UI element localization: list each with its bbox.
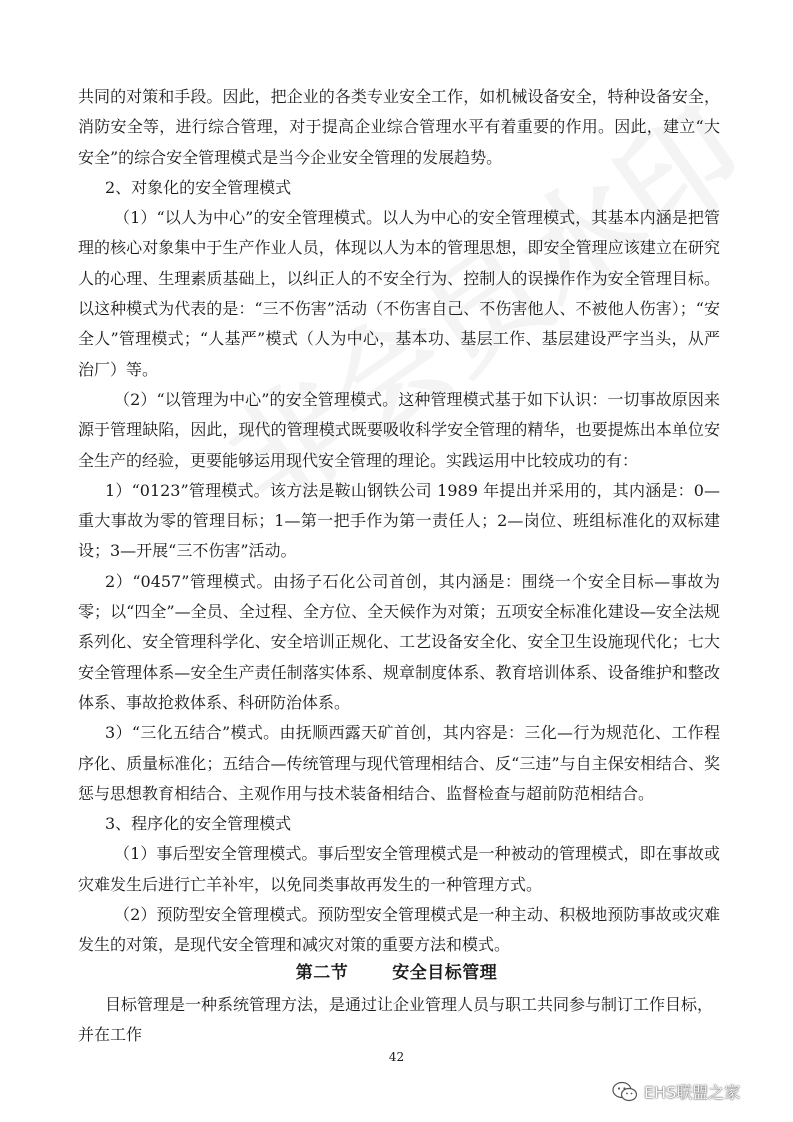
paragraph-three-five-mode: 3）“三化五结合”模式。由抚顺西露天矿首创，其内容是：三化—行为规范化、工作程序化、质量标准化；五结合—传统管理与现代管理相结合、反“三违”与自主保安相结合、奖惩与思想教育相结合、主观作用与技术装备相结合、监督检查与超前防范相结合。 [78,723,720,803]
body-text [78,82,720,961]
paragraph-0457-mode: 2）“0457”管理模式。由扬子石化公司首创，其内涵是：围绕一个安全目标—事故为零；以“四全”—全员、全过程、全方位、全天候作为对策；五项安全标准化建设—安全法规系列化、安全管理科学化、安全培训正规化、工艺设备安全化、安全卫生设施现代化；七大安全管理体系—安全生产责任制落实体系、规章制度体系、教育培训体系、设备维护和整改体系、事故抢救体系、科研防治体系。 [78,571,720,712]
brand-name: EHS联盟之家 [644,1083,741,1102]
brand-watermark [612,1080,740,1103]
page-number: 42 [388,1050,405,1064]
paragraph-preventive-mode: （2）预防型安全管理模式。预防型安全管理模式是一种主动、积极地预防事故或灾难发生的对策，是现代安全管理和减灾对策的重要方法和模式。 [78,905,720,955]
section-number: 第二节 [295,963,349,983]
paragraph-people-centered: （1）“以人为中心”的安全管理模式。以人为中心的安全管理模式，其基本内涵是把管理的核心对象集中于生产作业人员，体现以人为本的管理思想，即安全管理应该建立在研究人的心理、生理素质基础上，以纠正人的不安全行为、控制人的误操作作为安全管理目标。以这种模式为代表的是：“三不伤害”活动（不伤害自己、不伤害他人、不被他人伤害）；“安全人”管理模式；“人基严”模式（人为中心，基本功、基层工作、基层建设严字当头，从严治厂）等。 [78,208,720,379]
paragraph-0123-mode: 1）“0123”管理模式。该方法是鞍山钢铁公司 1989 年提出并采用的，其内涵是：0—重大事故为零的管理目标；1—第一把手作为第一责任人；2—岗位、班组标准化的双标建设；3—开展“三不伤害”活动。 [78,480,720,561]
paragraph-continuation: 共同的对策和手段。因此，把企业的各类专业安全工作，如机械设备安全，特种设备安全，消防安全等，进行综合管理，对于提高企业综合管理水平有着重要的作用。因此，建立“大安全”的综合安全管理模式是当今企业安全管理的发展趋势。 [78,87,720,167]
section-name: 安全目标管理 [392,963,498,983]
paragraph-after-event-mode: （1）事后型安全管理模式。事后型安全管理模式是一种被动的管理模式，即在事故或灾难发生后进行亡羊补牢，以免同类事故再发生的一种管理方式。 [78,844,720,894]
subheading-procedural-mode: 3、程序化的安全管理模式 [105,814,292,834]
subheading-objectified-mode: 2、对象化的安全管理模式 [105,177,292,197]
section-title [0,958,793,983]
paragraph-management-centered: （2）“以管理为中心”的安全管理模式。这种管理模式基于如下认识：一切事故原因来源于管理缺陷，因此，现代的管理模式既要吸收科学安全管理的精华，也要提炼出本单位安全生产的经验，更要能够运用现代安全管理的理论。实践运用中比较成功的有： [78,389,720,470]
paragraph-objective-management: 目标管理是一种系统管理方法，是通过让企业管理人员与职工共同参与制订工作目标，并在工作 [78,995,714,1044]
wechat-icon [612,1081,638,1103]
